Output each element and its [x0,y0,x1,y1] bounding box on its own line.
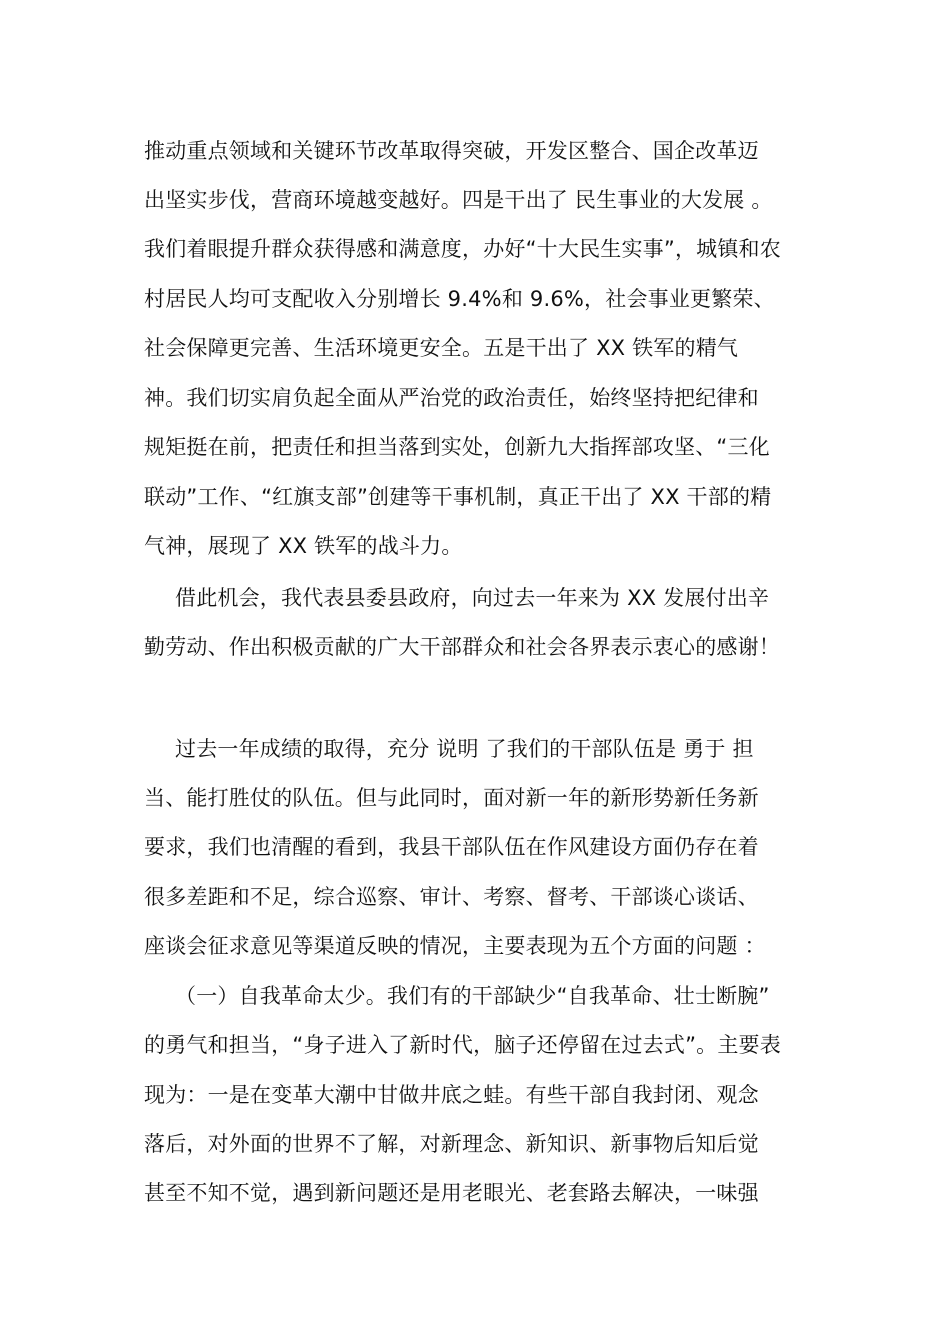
text-line: 联动”工作、“红旗支部”创建等干事机制，真正干出了 XX 干部的精 [144,485,772,509]
paragraph-first-line: （一）自我革命太少。我们有的干部缺少“自我革命、壮士断腕” [175,984,770,1008]
text-line: 座谈会征求意见等渠道反映的情况，主要表现为五个方面的问题 ： [144,934,766,958]
text-line: 推动重点领域和关键环节改革取得突破，开发区整合、国企改革迈 [144,139,759,163]
text-line: 当、能打胜仗的队伍。但与此同时，面对新一年的新形势新任务新 [144,786,759,810]
text-line: 气神，展现了 XX 铁军的战斗力。 [144,534,463,558]
text-line: 勤劳动、作出积极贡献的广大干部群众和社会各界表示衷心的感谢！ [144,635,780,659]
paragraph-first-line: 借此机会，我代表县委县政府，向过去一年来为 XX 发展付出辛 [175,586,770,610]
text-line: 出坚实步伐，营商环境越变越好。四是干出了 民生事业的大发展 。 [144,188,773,212]
text-line: 甚至不知不觉，遇到新问题还是用老眼光、老套路去解决，一味强 [144,1181,759,1205]
text-line: 我们着眼提升群众获得感和满意度，办好“十大民生实事”，城镇和农 [144,237,781,261]
text-line: 社会保障更完善、生活环境更安全。五是干出了 XX 铁军的精气 [144,336,739,360]
text-line: 神。我们切实肩负起全面从严治党的政治责任，始终坚持把纪律和 [144,386,759,410]
text-line: 落后，对外面的世界不了解，对新理念、新知识、新事物后知后觉 [144,1132,759,1156]
text-line: 的勇气和担当，“身子进入了新时代，脑子还停留在过去式”。主要表 [144,1033,781,1057]
text-line: 现为：一是在变革大潮中甘做井底之蛙。有些干部自我封闭、观念 [144,1083,759,1107]
text-line: 要求，我们也清醒的看到，我县干部队伍在作风建设方面仍存在着 [144,835,759,859]
text-line: 很多差距和不足，综合巡察、审计、考察、督考、干部谈心谈话、 [144,885,759,909]
text-line: 规矩挺在前，把责任和担当落到实处，创新九大指挥部攻坚、“三化 [144,435,770,459]
paragraph-first-line: 过去一年成绩的取得，充分 说明 了我们的干部队伍是 勇于 担 [175,737,754,761]
text-line: 村居民人均可支配收入分别增长 9.4%和 9.6%，社会事业更繁荣、 [144,287,775,311]
